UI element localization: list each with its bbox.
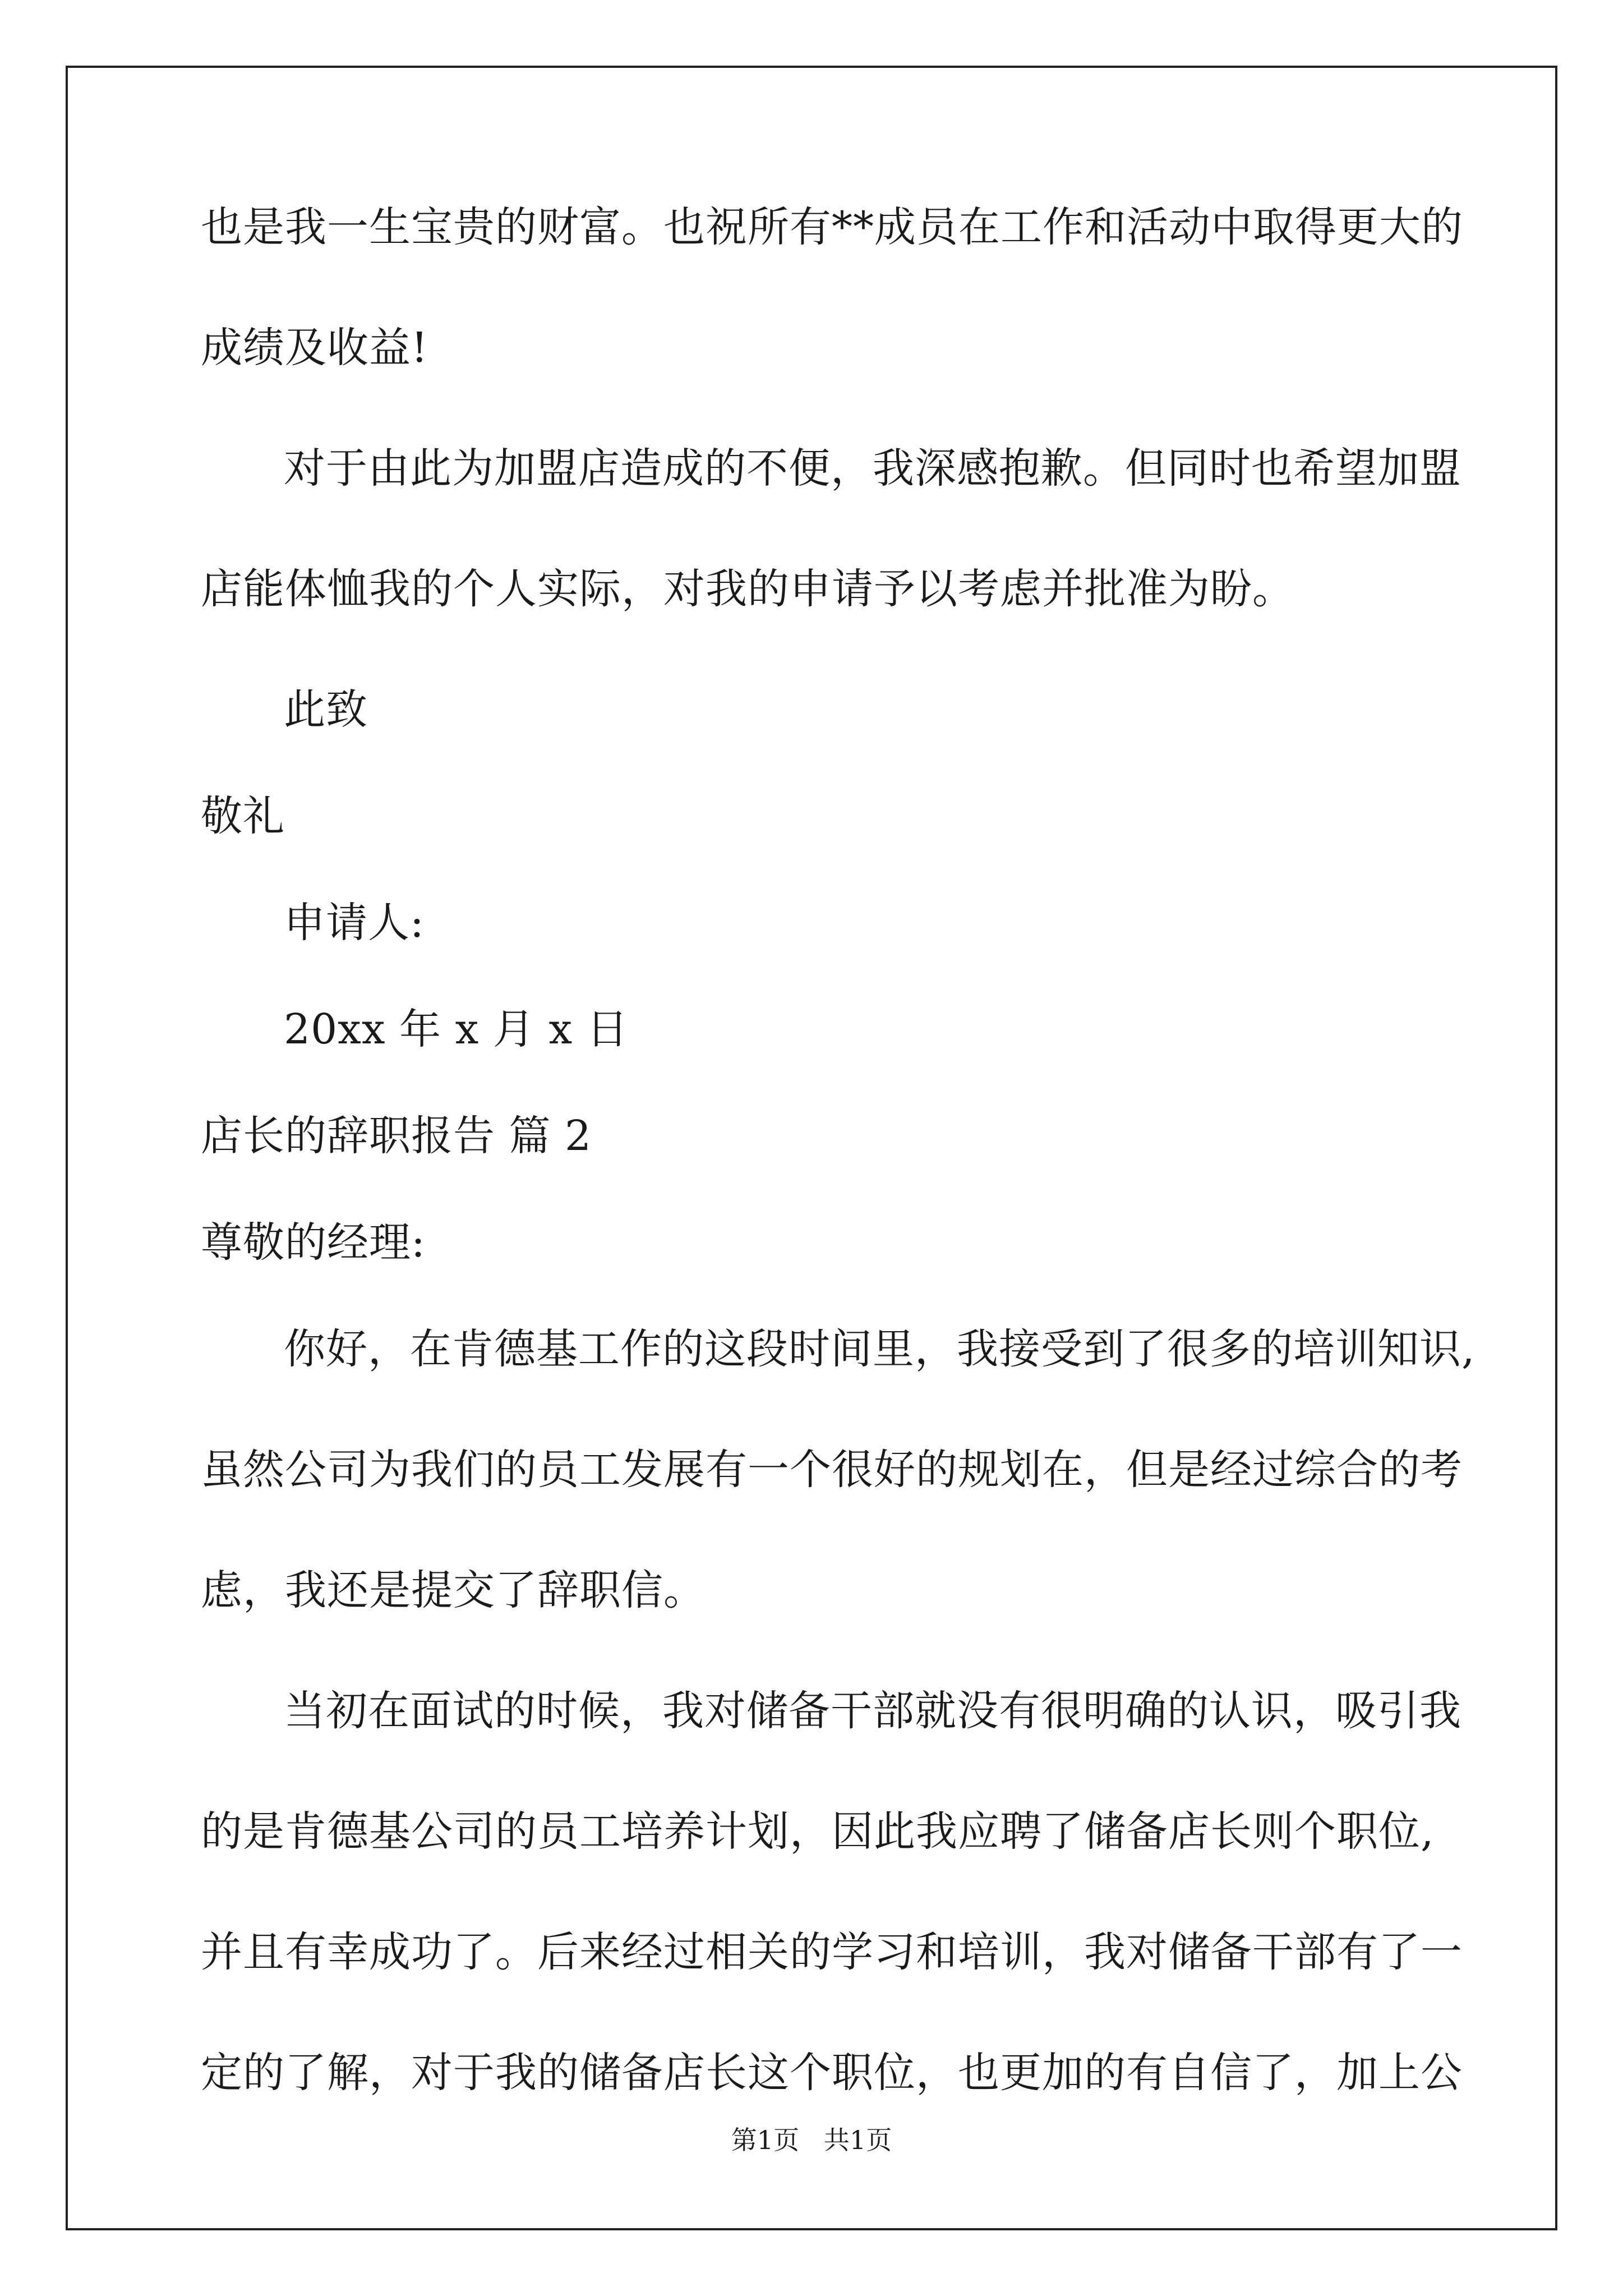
text-line: 定的了解，对于我的储备店长这个职位，也更加的有自信了，加上公 bbox=[201, 2049, 1463, 2097]
text-line: 当初在面试的时候，我对储备干部就没有很明确的认识，吸引我 bbox=[284, 1687, 1461, 1735]
text-line: 你好，在肯德基工作的这段时间里，我接受到了很多的培训知识, bbox=[284, 1325, 1476, 1373]
section-heading: 店长的辞职报告 篇 2 bbox=[201, 1112, 592, 1160]
greeting: 尊敬的经理: bbox=[201, 1218, 426, 1267]
text-line: 也是我一生宝贵的财富。也祝所有**成员在工作和活动中取得更大的 bbox=[201, 203, 1463, 251]
page-footer: 第1页 共1页 bbox=[731, 2125, 892, 2155]
text-line: 并且有幸成功了。后来经过相关的学习和培训，我对储备干部有了一 bbox=[201, 1928, 1463, 1976]
text-line: 虽然公司为我们的员工发展有一个很好的规划在，但是经过综合的考 bbox=[201, 1446, 1463, 1494]
text-line: 成绩及收益! bbox=[201, 324, 428, 372]
date-line: 20xx 年 x 月 x 日 bbox=[284, 1005, 629, 1053]
text-line: 的是肯德基公司的员工培养计划，因此我应聘了储备店长则个职位, bbox=[201, 1807, 1435, 1856]
applicant-label: 申请人: bbox=[284, 899, 425, 947]
text-line: 虑，我还是提交了辞职信。 bbox=[201, 1566, 706, 1614]
closing-salutation: 此致 bbox=[284, 685, 368, 734]
text-line: 店能体恤我的个人实际，对我的申请予以考虑并批准为盼。 bbox=[201, 565, 1294, 613]
text-line: 对于由此为加盟店造成的不便，我深感抱歉。但同时也希望加盟 bbox=[284, 444, 1461, 493]
closing-regards: 敬礼 bbox=[201, 792, 285, 840]
